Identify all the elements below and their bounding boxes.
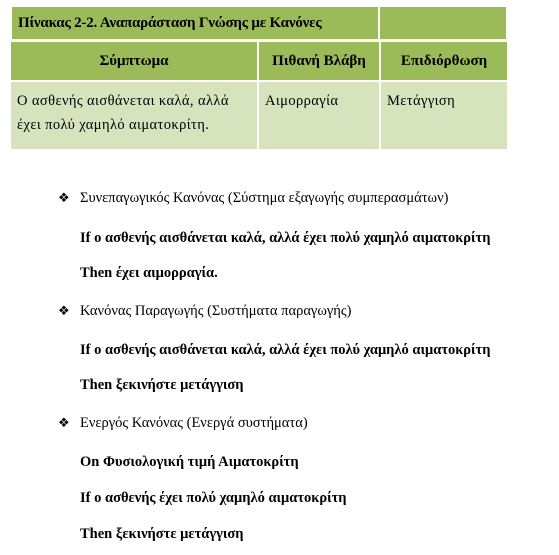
diamond-bullet-icon: ❖ (58, 303, 70, 318)
header-symptom-label: Σύμπτωμα (99, 53, 169, 69)
cell-fix-text: Μετάγγιση (387, 93, 456, 109)
rule-title-text: Συνεπαγωγικός Κανόνας (Σύστημα εξαγωγής συμπερασμάτων) (80, 190, 449, 206)
header-symptom (11, 42, 257, 80)
rule-line: On Φυσιολογική τιμή Αιματοκρίτη (80, 454, 299, 470)
rule-title (58, 303, 351, 320)
rule-title (58, 415, 308, 432)
rule-title (58, 190, 448, 207)
rule-title-text: Ενεργός Κανόνας (Ενεργά συστήματα) (80, 415, 308, 431)
rule-line: If ο ασθενής έχει πολύ χαμηλό αιματοκρίτη (80, 490, 347, 506)
diamond-bullet-icon: ❖ (58, 190, 70, 205)
rule-title-text: Κανόνας Παραγωγής (Συστήματα παραγωγής) (80, 303, 352, 319)
table-caption-filler (379, 6, 507, 40)
diamond-bullet-icon: ❖ (58, 415, 70, 430)
cell-fault-text: Αιμορραγία (265, 93, 339, 109)
table-caption-text: Πίνακας 2-2. Αναπαράσταση Γνώσης με Κανόνες (18, 15, 322, 31)
header-fault (259, 42, 379, 80)
cell-fix (381, 82, 507, 149)
rule-line: Then ξεκινήστε μετάγγιση (80, 377, 244, 393)
cell-symptom (11, 82, 257, 149)
rule-line: Then ξεκινήστε μετάγγιση (80, 526, 244, 542)
header-fix-label: Επιδιόρθωση (400, 53, 488, 69)
header-fault-label: Πιθανή Βλάβη (272, 53, 366, 69)
rule-line: If ο ασθενής αισθάνεται καλά, αλλά έχει πολύ χαμηλό αιματοκρίτη (80, 230, 491, 246)
header-fix (381, 42, 507, 80)
cell-fault (259, 82, 379, 149)
cell-symptom-text: Ο ασθενής αισθάνεται καλά, αλλά έχει πολύ χαμηλό αιματοκρίτη. (17, 93, 229, 133)
table-caption (11, 6, 379, 40)
rule-line: If ο ασθενής αισθάνεται καλά, αλλά έχει πολύ χαμηλό αιματοκρίτη (80, 342, 491, 358)
rule-line: Then έχει αιμορραγία. (80, 265, 218, 281)
